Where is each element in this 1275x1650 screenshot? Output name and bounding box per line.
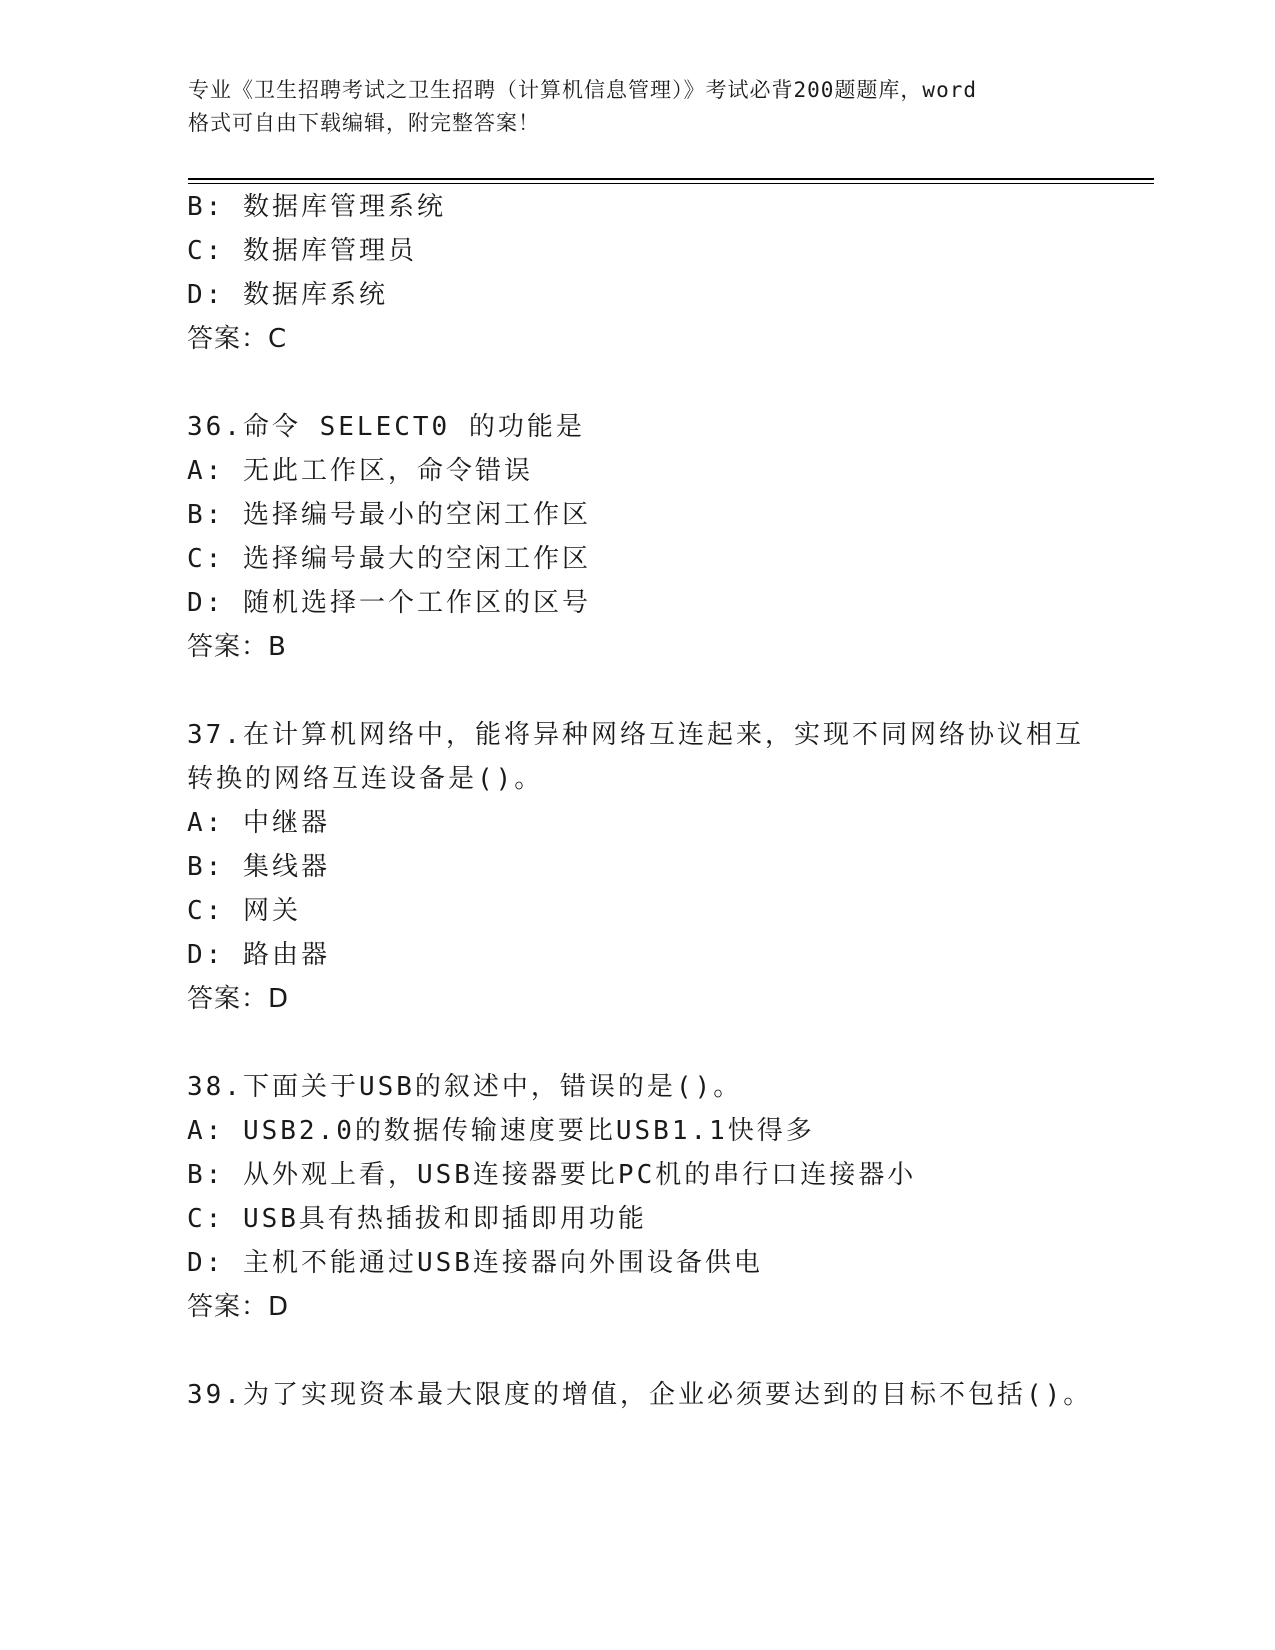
q35-option-b: B: 数据库管理系统 [187,192,446,222]
q38-option-b: B: 从外观上看，USB连接器要比PC机的串行口连接器小 [187,1160,917,1190]
q35-option-c: C: 数据库管理员 [187,236,417,266]
q37-option-b: B: 集线器 [187,852,330,882]
q36-option-a: A: 无此工作区，命令错误 [187,456,533,486]
q37-stem-line-1: 37.在计算机网络中，能将异种网络互连起来，实现不同网络协议相互 [187,720,1084,750]
q36-option-c: C: 选择编号最大的空闲工作区 [187,544,591,574]
q37-option-c: C: 网关 [187,896,301,926]
header-rule-thick [188,178,1154,180]
q37-answer: 答案：D [187,984,290,1014]
header-rule-thin [188,183,1154,184]
document-header [188,74,1088,140]
q38-option-d: D: 主机不能通过USB连接器向外围设备供电 [187,1248,763,1278]
header-line-2: 格式可自由下载编辑，附完整答案！ [188,111,540,135]
q36-answer: 答案：B [187,632,287,662]
q37-stem-line-2: 转换的网络互连设备是()。 [187,764,544,794]
q38-stem: 38.下面关于USB的叙述中，错误的是()。 [187,1072,743,1102]
q37-option-d: D: 路由器 [187,940,330,970]
q38-option-c: C: USB具有热插拔和即插即用功能 [187,1204,647,1234]
q36-stem: 36.命令 SELECT0 的功能是 [187,412,585,442]
header-line-1: 专业《卫生招聘考试之卫生招聘（计算机信息管理）》考试必背200题题库，word [188,78,977,102]
q36-option-d: D: 随机选择一个工作区的区号 [187,588,591,618]
q38-option-a: A: USB2.0的数据传输速度要比USB1.1快得多 [187,1116,815,1146]
q39-stem: 39.为了实现资本最大限度的增值，企业必须要达到的目标不包括()。 [187,1380,1093,1410]
q38-answer: 答案：D [187,1292,290,1322]
q35-option-d: D: 数据库系统 [187,280,388,310]
q35-answer: 答案：C [187,324,288,354]
q36-option-b: B: 选择编号最小的空闲工作区 [187,500,591,530]
q37-option-a: A: 中继器 [187,808,330,838]
